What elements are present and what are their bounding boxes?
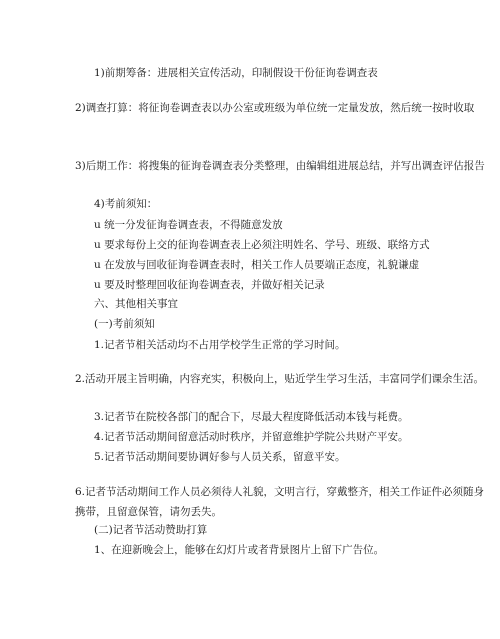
paragraph-later-work: 3)后期工作：将搜集的征询卷调查表分类整理，由编辑组进展总结，并写出调查评估报告 [75, 160, 485, 172]
paragraph-item-2: 2.活动开展主旨明确，内容充实，积极向上，贴近学生学习生活，丰富同学们课余生活。 [75, 373, 485, 385]
subsection-heading-sponsor: (二)记者节活动赞助打算 [94, 524, 208, 536]
list-item: u 在发放与回收征询卷调查表时，相关工作人员要端正态度，礼貌谦虚 [94, 259, 420, 271]
paragraph-survey-plan: 2)调查打算：将征询卷调查表以办公室或班级为单位统一定量发放，然后统一按时收取 [75, 102, 475, 114]
list-item: u 要及时整理回收征询卷调查表，并做好相关记录 [94, 279, 325, 291]
paragraph-item-1: 1.记者节相关活动均不占用学校学生正常的学习时间。 [94, 339, 346, 351]
paragraph-notes-heading: 4)考前须知： [94, 198, 158, 210]
paragraph-item-3: 3.记者节在院校各部门的配合下，尽最大程度降低活动本钱与耗费。 [94, 411, 409, 423]
paragraph-prep: 1)前期筹备：进展相关宣传活动，印制假设干份征询卷调查表 [94, 67, 378, 79]
list-item: u 统一分发征询卷调查表，不得随意发放 [94, 219, 283, 231]
list-item: u 要求每份上交的征询卷调查表上必须注明姓名、学号、班级、联络方式 [94, 239, 430, 251]
paragraph-item-4: 4.记者节活动期间留意活动时秩序，并留意维护学院公共财产平安。 [94, 431, 409, 443]
subsection-heading-notes: (一)考前须知 [94, 318, 155, 330]
paragraph-item-5: 5.记者节活动期间要协调好参与人员关系，留意平安。 [94, 451, 346, 463]
paragraph-item-6: 6.记者节活动期间工作人员必须待人礼貌，文明言行，穿戴整齐，相关工作证件必须随身携带，且留意保管，请勿丢失。 [75, 486, 485, 518]
section-heading-other: 六、其他相关事宜 [94, 298, 178, 310]
paragraph-sponsor-1: 1、在迎新晚会上，能够在幻灯片或者背景图片上留下广告位。 [94, 544, 385, 556]
